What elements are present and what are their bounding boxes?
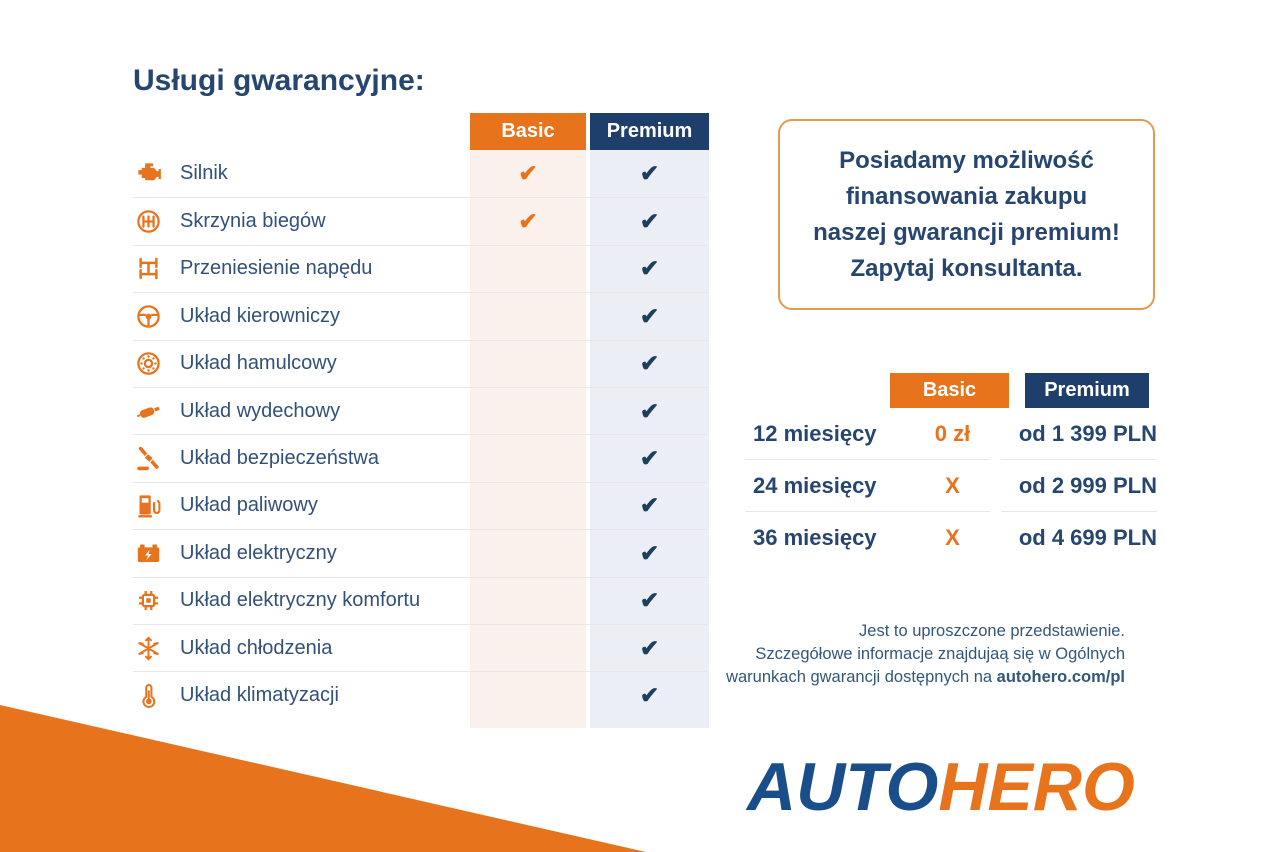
comparison-rows [133, 150, 709, 719]
premium-check-cell [590, 246, 709, 292]
basic-check-cell [470, 578, 586, 624]
brake-disc-icon [135, 350, 162, 377]
pricing-table [745, 408, 1157, 564]
pricing-row [745, 512, 1157, 564]
table-row [133, 150, 709, 197]
basic-check-cell [470, 625, 586, 671]
disclaimer-line-prefix: warunkach gwarancji dostępnych na [726, 668, 997, 686]
pricing-row [745, 460, 1157, 512]
autohero-url: autohero.com/pl [996, 668, 1125, 686]
pricing-premium-header: Premium [1025, 373, 1149, 408]
snowflake-icon [135, 635, 162, 662]
check-icon: ✔ [639, 587, 660, 614]
premium-check-cell [590, 625, 709, 671]
promo-line: finansowania zakupu [845, 182, 1088, 210]
premium-check-cell [590, 293, 709, 339]
autohero-logo [747, 748, 1135, 826]
basic-price: 0 zł [934, 421, 971, 446]
service-label: Układ kierowniczy [180, 304, 341, 327]
table-row [133, 197, 709, 244]
pricing-basic-header: Basic [890, 373, 1009, 408]
promo-line: Zapytaj konsultanta. [850, 254, 1083, 282]
table-row [133, 577, 709, 624]
service-label: Silnik [180, 162, 228, 185]
service-label: Układ elektryczny [180, 541, 337, 564]
basic-price: X [945, 525, 960, 550]
pricing-row [745, 408, 1157, 460]
check-icon: ✔ [518, 160, 538, 187]
engine-icon [135, 160, 162, 187]
logo-auto: AUTO [747, 749, 939, 825]
basic-check-cell [470, 435, 586, 481]
chip-icon [135, 587, 162, 614]
premium-check-cell [590, 672, 709, 718]
check-icon: ✔ [639, 302, 660, 329]
disclaimer-line: Szczegółowe informacje znajdujaą się w Ogólnych [755, 645, 1125, 663]
service-label: Układ wydechowy [180, 399, 341, 422]
service-label: Układ bezpieczeństwa [180, 447, 379, 470]
service-label: Układ hamulcowy [180, 352, 337, 375]
basic-check-cell [470, 150, 586, 197]
basic-check-cell [470, 530, 586, 576]
service-label: Układ chłodzenia [180, 636, 333, 659]
disclaimer-text [685, 620, 1125, 689]
logo-hero: HERO [938, 749, 1135, 825]
check-icon: ✔ [639, 160, 660, 187]
service-label: Skrzynia biegów [180, 210, 326, 233]
premium-check-cell [590, 578, 709, 624]
service-label: Układ paliwowy [180, 494, 318, 517]
basic-column-header: Basic [470, 113, 586, 150]
premium-check-cell [590, 341, 709, 387]
check-icon: ✔ [639, 397, 660, 424]
basic-check-cell [470, 293, 586, 339]
comparison-table [133, 113, 709, 719]
table-row [133, 292, 709, 339]
check-icon: ✔ [639, 208, 660, 235]
premium-check-cell [590, 530, 709, 576]
basic-check-cell [470, 672, 586, 718]
premium-check-cell [590, 198, 709, 244]
promo-line: Posiadamy możliwość [839, 146, 1094, 174]
table-row [133, 340, 709, 387]
check-icon: ✔ [639, 681, 660, 708]
table-row [133, 434, 709, 481]
premium-check-cell [590, 388, 709, 434]
period-label: 12 miesięcy [753, 421, 877, 446]
promo-line: naszej gwarancji premium! [813, 218, 1120, 246]
thermometer-icon [135, 682, 162, 709]
check-icon: ✔ [639, 634, 660, 661]
table-row [133, 482, 709, 529]
basic-check-cell [470, 198, 586, 244]
fuel-pump-icon [135, 492, 162, 519]
premium-price: od 1 399 PLN [1018, 421, 1157, 446]
financing-promo-box [778, 119, 1155, 310]
table-row [133, 387, 709, 434]
steering-wheel-icon [135, 303, 162, 330]
disclaimer-line [685, 666, 1125, 689]
basic-check-cell [470, 341, 586, 387]
gearbox-icon [135, 208, 162, 235]
check-icon: ✔ [518, 208, 538, 235]
premium-price: od 4 699 PLN [1018, 525, 1157, 550]
table-row [133, 529, 709, 576]
check-icon: ✔ [639, 539, 660, 566]
premium-check-cell [590, 483, 709, 529]
exhaust-icon [135, 398, 162, 425]
basic-check-cell [470, 246, 586, 292]
battery-icon [135, 540, 162, 567]
premium-check-cell [590, 435, 709, 481]
service-label: Przeniesienie napędu [180, 257, 373, 280]
period-label: 36 miesięcy [753, 525, 877, 550]
table-row [133, 671, 709, 718]
premium-column-header: Premium [590, 113, 709, 150]
basic-price: X [945, 473, 960, 498]
check-icon: ✔ [639, 492, 660, 519]
disclaimer-line: Jest to uproszczone przedstawienie. [859, 622, 1125, 640]
service-label: Układ elektryczny komfortu [180, 589, 421, 612]
drivetrain-icon [135, 255, 162, 282]
check-icon: ✔ [639, 445, 660, 472]
check-icon: ✔ [639, 350, 660, 377]
service-label: Układ klimatyzacji [180, 683, 339, 706]
table-row [133, 245, 709, 292]
premium-price: od 2 999 PLN [1018, 473, 1157, 498]
basic-check-cell [470, 483, 586, 529]
premium-check-cell [590, 150, 709, 197]
check-icon: ✔ [639, 255, 660, 282]
comparison-table-header [133, 113, 709, 150]
table-row [133, 624, 709, 671]
basic-check-cell [470, 388, 586, 434]
page-title: Usługi gwarancyjne: [133, 64, 425, 97]
seatbelt-icon [135, 445, 162, 472]
period-label: 24 miesięcy [753, 473, 877, 498]
